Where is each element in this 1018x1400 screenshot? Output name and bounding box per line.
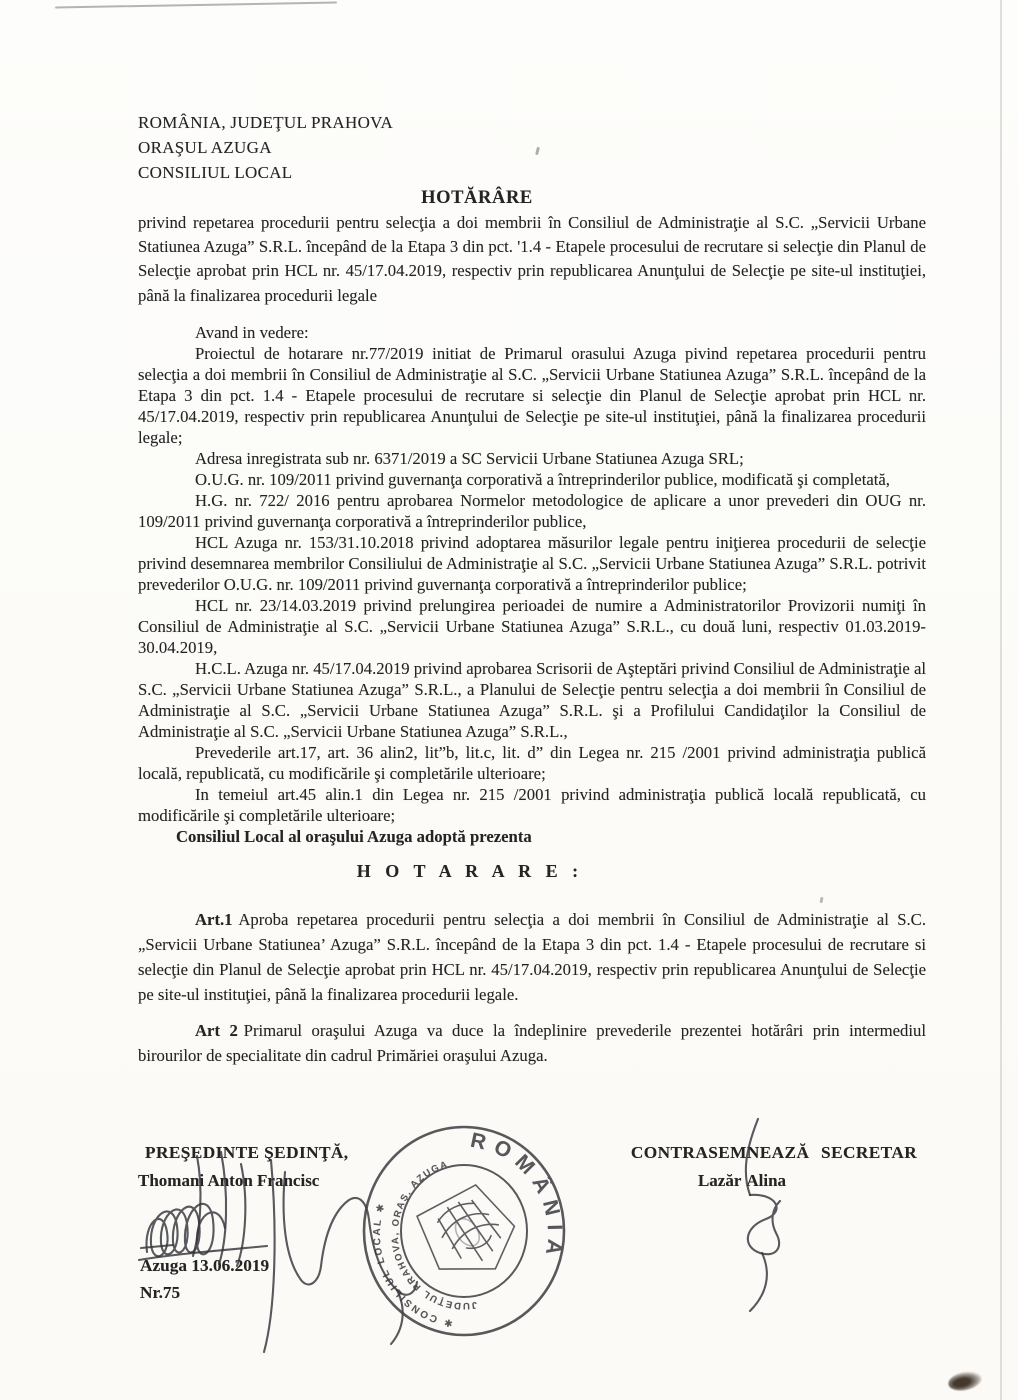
- article-2-label: Art 2: [195, 1020, 238, 1040]
- place-date: Azuga 13.06.2019: [140, 1256, 270, 1275]
- letterhead-line-council: CONSILIUL LOCAL: [138, 163, 293, 182]
- recital-hcl-23: HCL nr. 23/14.03.2019 privind prelungirea perioadei de numire a Administratorilor Provizorii numiţi în Consiliul de Administraţie al S.C. „Servicii Urbane Statiunea Azuga” S.R.L., cu două luni, respectiv 01.03.2019-30.04.2019,: [138, 595, 926, 657]
- document-subject: privind repetarea procedurii pentru selecţia a doi membrii în Consiliul de Administraţie al S.C. „Servicii Urbane Statiunea Azuga” S.R.L. începând de la Etapa 3 din pct. '1.4 - Etapele procesului de recrutare si selecţie din Planul de Selecţie aprobat prin HCL nr. 45/17.04.2019, respectiv prin republicarea Anunţului de Selecţie pe site-ul instituţiei, până la finalizarea procedurii legale: [138, 213, 926, 305]
- stamp-country-text: ROMÂNIA: [468, 1128, 567, 1265]
- official-round-stamp: [352, 1114, 576, 1348]
- document-body: [138, 110, 926, 1079]
- article-2: [138, 1018, 926, 1068]
- recital-hcl-45: H.C.L. Azuga nr. 45/17.04.2019 privind aprobarea Scrisorii de Aşteptări privind Consiliul de Administraţie al S.C. „Servicii Urbane Statiunea Azuga” S.R.L., a Planului de Selecţie pentru selecţia a doi membrii în Consiliul de Administraţie al S.C. „Servicii Urbane Statiunea Azuga” S.R.L. şi a Profilului Candidaţilor la Consiliul de Administraţie al S.C. „Servicii Urbane Statiunea Azuga” S.R.L.,: [138, 658, 926, 741]
- secretary-signature: [698, 1115, 808, 1315]
- article-1-label: Art.1: [195, 909, 233, 929]
- article-2-text: Primarul oraşului Azuga va duce la îndeplinire prevederile prezentei hotărâri prin intermediul birourilor de specialitate din cadrul Primăriei oraşului Azuga.: [138, 1020, 927, 1065]
- having-regard-label: Avand in vedere:: [195, 322, 309, 342]
- stamp-ring-outer-text: ✱ CONSILIUL LOCAL ✱: [371, 1200, 454, 1329]
- recital-hcl-153: HCL Azuga nr. 153/31.10.2018 privind adoptarea măsurilor legale pentru iniţierea procedurii de selecţie privind desemnarea membrilor Consiliului de Administraţie al S.C. „Servicii Urbane Statiunea Azuga” S.R.L. potrivit prevederilor O.U.G. nr. 109/2011 privind guvernanţa corporativă a întreprinderilor publice;: [138, 532, 926, 594]
- secretary-name: Lazăr Alina: [697, 1171, 787, 1190]
- president-title: PREŞEDINTE ŞEDINŢĂ,: [145, 1143, 349, 1162]
- document-number: Nr.75: [140, 1283, 181, 1302]
- page-edge-line: [1000, 0, 1002, 1400]
- letterhead: [138, 110, 926, 185]
- letterhead-line-country: ROMÂNIA, JUDEŢUL PRAHOVA: [138, 113, 394, 132]
- decision-heading: H O T A R A R E :: [356, 860, 584, 881]
- scan-edge-artifact: [55, 2, 337, 9]
- recital-address: Adresa inregistrata sub nr. 6371/2019 a SC Servicii Urbane Statiunea Azuga SRL;: [195, 448, 744, 468]
- article-1: [138, 907, 926, 1007]
- document-title: HOTĂRÂRE: [421, 188, 533, 208]
- recital-hg-722: H.G. nr. 722/ 2016 pentru aprobarea Normelor metodologice de aplicare a unor prevederi din OUG nr. 109/2011 privind guvernanţa corporativă a întreprinderilor publice,: [138, 490, 926, 531]
- secretary-title: CONTRASEMNEAZĂ SECRETAR: [630, 1143, 918, 1162]
- stamp-ring-inner-text: JUDEŢUL PRAHOVA, ORAŞ. AZUGA: [389, 1158, 478, 1312]
- president-name: Thomani Anton Francisc: [138, 1171, 320, 1190]
- svg-text:✱ CONSILIUL LOCAL ✱: [372, 1201, 454, 1329]
- recital-temei-legal: In temeiul art.45 alin.1 din Legea nr. 215 /2001 privind administraţia publică locală republicată, cu modificările şi completările ulterioare;: [138, 784, 926, 825]
- recital-project: Proiectul de hotarare nr.77/2019 initiat de Primarul orasului Azuga pivind repetarea procedurii pentru selecţia a doi membrii în Consiliul de Administraţie al S.C. „Servicii Urbane Statiunea Azuga” S.R.L. începând de la Etapa 3 din pct. 1.4 - Etapele procesului de recrutare si selecţie din Planul de Selecţie aprobat prin HCL nr. 45/17.04.2019, respectiv prin republicarea Anunţului de Selecţie pe site-ul instituţiei, până la finalizarea procedurii legale;: [138, 343, 926, 447]
- adoption-clause: Consiliul Local al oraşului Azuga adoptă prezenta: [176, 826, 532, 846]
- recital-legea-215: Prevederile art.17, art. 36 alin2, lit”b, lit.c, lit. d” din Legea nr. 215 /2001 privind administraţia publică locală, republicată, cu modificările şi completările ulterioare;: [138, 742, 926, 783]
- recital-oug-109: O.U.G. nr. 109/2011 privind guvernanţa corporativă a întreprinderilor publice, modificată şi completată,: [195, 469, 890, 489]
- letterhead-line-city: ORAŞUL AZUGA: [138, 138, 272, 157]
- article-1-text: Aproba repetarea procedurii pentru selecţia a doi membrii în Consiliul de Administraţie al S.C. „Servicii Urbane Statiunea’ Azuga” S.R.L. începând de la Etapa 3 din pct. 1.4 - Etapele procesului de recrutare si selecţie din Planul de Selecţie aprobat prin HCL nr. 45/17.04.2019, respectiv prin republicarea Anunţului de Selecţie pe site-ul instituţiei, până la finalizarea procedurii legale.: [138, 909, 926, 1004]
- scan-smudge: [947, 1369, 984, 1394]
